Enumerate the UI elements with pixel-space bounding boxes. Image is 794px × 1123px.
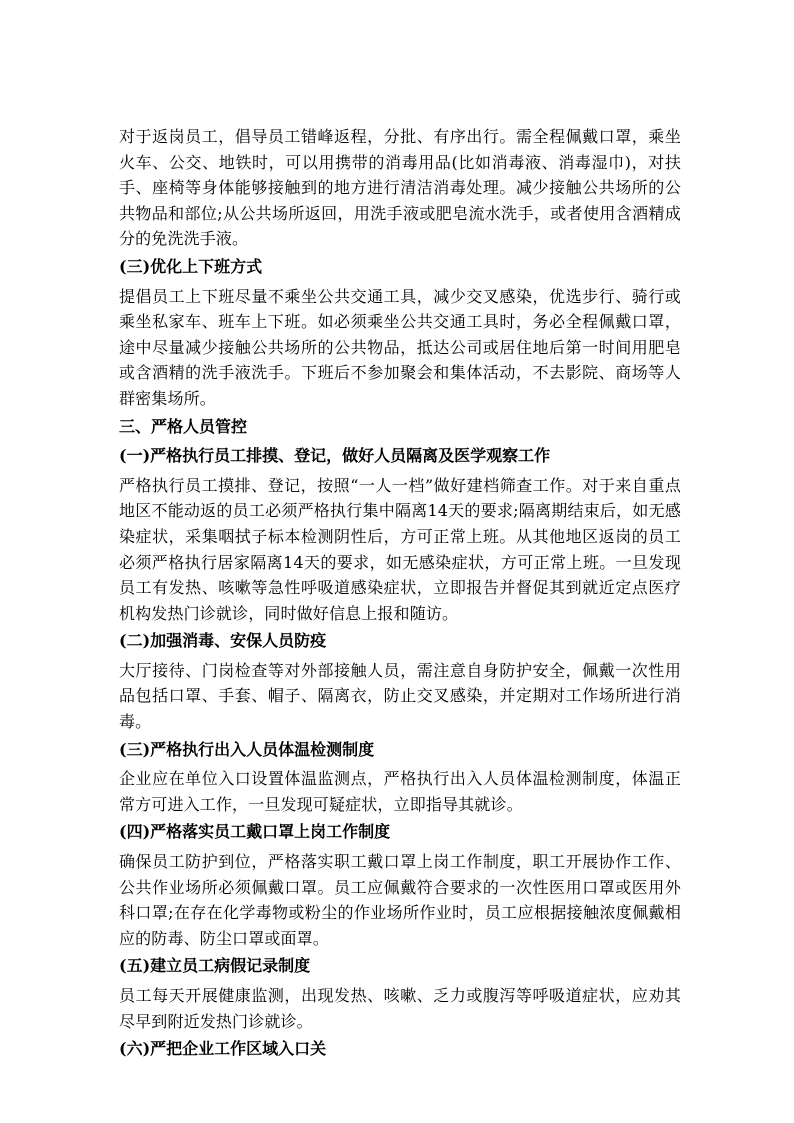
paragraph-temperature-check: 企业应在单位入口设置体温监测点，严格执行出入人员体温检测制度，体温正常方可进入工作，一旦发现可疑症状，立即指导其就诊。 <box>119 769 681 814</box>
heading-entrance-control: (六)严把企业工作区域入口关 <box>119 1039 327 1059</box>
heading-commute-optimization: (三)优化上下班方式 <box>119 256 263 276</box>
heading-sick-leave: (五)建立员工病假记录制度 <box>119 956 311 976</box>
paragraph-disinfection-security: 大厅接待、门岗检查等对外部接触人员，需注意自身防护安全，佩戴一次性用品包括口罩、手套、帽子、隔离衣，防止交叉感染，并定期对工作场所进行消毒。 <box>119 660 681 732</box>
heading-temperature-check: (三)严格执行出入人员体温检测制度 <box>119 739 375 759</box>
paragraph-sick-leave: 员工每天开展健康监测，出现发热、咳嗽、乏力或腹泻等呼吸道症状，应劝其尽早到附近发热门诊就诊。 <box>119 986 681 1031</box>
heading-employee-screening: (一)严格执行员工排摸、登记，做好人员隔离及医学观察工作 <box>119 446 551 466</box>
heading-mask-policy: (四)严格落实员工戴口罩上岗工作制度 <box>119 822 391 842</box>
paragraph-employee-screening: 严格执行员工摸排、登记，按照“一人一档”做好建档筛查工作。对于来自重点地区不能动返的员工必须严格执行集中隔离14天的要求;隔离期结束后，如无感染症状，采集咽拭子标本检测阴性后，方可正常上班。从其他地区返岗的员工必须严格执行居家隔离14天的要求，如无感染症状，方可正常上班。一旦发现员工有发热、咳嗽等急性呼吸道感染症状，立即报告并督促其到就近定点医疗机构发热门诊就诊，同时做好信息上报和随访。 <box>119 475 681 623</box>
heading-section-3: 三、严格人员管控 <box>119 416 248 436</box>
paragraph-returning-employees: 对于返岗员工，倡导员工错峰返程，分批、有序出行。需全程佩戴口罩，乘坐火车、公交、地铁时，可以用携带的消毒用品(比如消毒液、消毒湿巾)，对扶手、座椅等身体能够接触到的地方进行清洁消毒处理。减少接触公共场所的公共物品和部位;从公共场所返回，用洗手液或肥皂流水洗手，或者使用含酒精成分的免洗洗手液。 <box>119 127 681 249</box>
paragraph-mask-policy: 确保员工防护到位，严格落实职工戴口罩上岗工作制度，职工开展协作工作、公共作业场所必须佩戴口罩。员工应佩戴符合要求的一次性医用口罩或医用外科口罩;在存在化学毒物或粉尘的作业场所作业时，员工应根据接触浓度佩戴相应的防毒、防尘口罩或面罩。 <box>119 852 681 948</box>
heading-disinfection-security: (二)加强消毒、安保人员防疫 <box>119 631 327 651</box>
document-body <box>119 124 681 1066</box>
paragraph-commute: 提倡员工上下班尽量不乘坐公共交通工具，减少交叉感染，优选步行、骑行或乘坐私家车、班车上下班。如必须乘坐公共交通工具时，务必全程佩戴口罩，途中尽量减少接触公共场所的公共物品，抵达公司或居住地后第一时间用肥皂或含酒精的洗手液洗手。下班后不参加聚会和集体活动，不去影院、商场等人群密集场所。 <box>119 286 681 408</box>
